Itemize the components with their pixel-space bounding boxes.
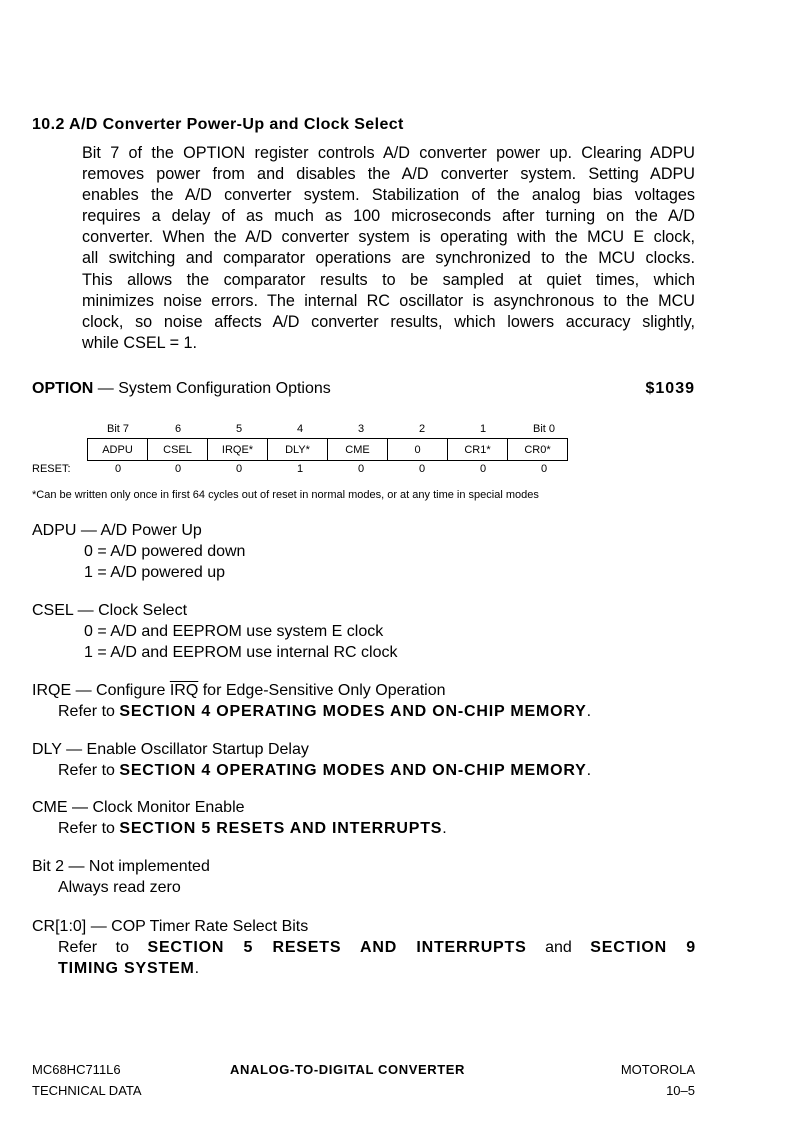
csel-value-0: 0 = A/D and EEPROM use system E clock bbox=[84, 623, 384, 640]
reset-value: 0 bbox=[235, 463, 243, 475]
bit-number: 3 bbox=[357, 423, 365, 435]
dly-reference bbox=[32, 760, 591, 781]
irqe-reference bbox=[32, 701, 591, 722]
bit-number: Bit 0 bbox=[532, 423, 555, 435]
irqe-ref-pre: Refer to bbox=[58, 703, 120, 720]
cme-description bbox=[32, 797, 447, 839]
bit-number: 2 bbox=[418, 423, 426, 435]
cme-reference bbox=[32, 818, 447, 839]
paragraph-line: converter. When the A/D converter system is operating with the MCU E clock, bbox=[82, 228, 695, 247]
dly-title: DLY — Enable Oscillator Startup Delay bbox=[32, 741, 309, 758]
reset-value: 0 bbox=[114, 463, 122, 475]
cr-ref-pre: Refer to bbox=[58, 939, 148, 956]
footer-doc-type: TECHNICAL DATA bbox=[32, 1083, 142, 1098]
reset-value: 0 bbox=[540, 463, 548, 475]
irqe-title-pre: IRQE — Configure bbox=[32, 682, 170, 699]
irqe-description bbox=[32, 680, 591, 722]
paragraph-line: This allows the comparator results to be sampled at quiet times, which bbox=[82, 270, 695, 289]
bit-cell-cr1: CR1* bbox=[448, 439, 508, 461]
irqe-title bbox=[32, 680, 591, 701]
bit-cell-dly: DLY* bbox=[268, 439, 328, 461]
adpu-title: ADPU — A/D Power Up bbox=[32, 522, 202, 539]
bit-cell-cme: CME bbox=[328, 439, 388, 461]
footer-brand: MOTOROLA bbox=[620, 1062, 695, 1077]
cr-ref-mid: and bbox=[526, 939, 591, 956]
reset-value: 0 bbox=[174, 463, 182, 475]
cme-ref-section: SECTION 5 RESETS AND INTERRUPTS bbox=[119, 820, 443, 837]
bit-number: 6 bbox=[174, 423, 182, 435]
footer-chapter-title: ANALOG-TO-DIGITAL CONVERTER bbox=[230, 1062, 466, 1077]
bit2-description bbox=[32, 856, 210, 898]
cr-ref-line-1 bbox=[58, 937, 696, 958]
section-paragraph bbox=[82, 143, 695, 354]
bit-number: 1 bbox=[479, 423, 487, 435]
dly-ref-post: . bbox=[586, 762, 592, 779]
irqe-ref-section: SECTION 4 OPERATING MODES AND ON-CHIP MEMORY bbox=[119, 703, 587, 720]
cme-title: CME — Clock Monitor Enable bbox=[32, 799, 245, 816]
adpu-value-1: 1 = A/D powered up bbox=[84, 564, 225, 581]
cr-ref-line-2 bbox=[58, 960, 199, 977]
adpu-description bbox=[32, 520, 245, 583]
paragraph-line: removes power from and disables the A/D converter system. Setting ADPU bbox=[82, 165, 695, 184]
register-name: OPTION bbox=[32, 380, 94, 397]
cr-ref-section-9: SECTION 9 bbox=[590, 939, 696, 956]
dly-description bbox=[32, 739, 591, 781]
adpu-value-0: 0 = A/D powered down bbox=[84, 543, 246, 560]
bit-cell-cr0: CR0* bbox=[508, 439, 568, 461]
bit-cell-csel: CSEL bbox=[148, 439, 208, 461]
cme-ref-post: . bbox=[442, 820, 447, 837]
dly-ref-pre: Refer to bbox=[58, 762, 120, 779]
csel-description bbox=[32, 600, 397, 663]
dly-ref-section: SECTION 4 OPERATING MODES AND ON-CHIP MEMORY bbox=[119, 762, 587, 779]
register-bit-table bbox=[87, 438, 568, 461]
paragraph-line: minimizes noise errors. The internal RC oscillator is asynchronous to the MCU bbox=[82, 291, 695, 310]
paragraph-line: enables the A/D converter system. Stabilization of the analog bias voltages bbox=[82, 186, 695, 205]
reset-value: 1 bbox=[296, 463, 304, 475]
register-title bbox=[32, 380, 331, 398]
cme-ref-pre: Refer to bbox=[58, 820, 120, 837]
paragraph-line: requires a delay of as much as 100 microseconds after turning on the A/D bbox=[82, 207, 695, 226]
footer-part-number: MC68HC711L6 bbox=[32, 1062, 121, 1077]
bit-cell-adpu: ADPU bbox=[88, 439, 148, 461]
paragraph-line: Bit 7 of the OPTION register controls A/D converter power up. Clearing ADPU bbox=[82, 144, 695, 162]
bit-number: 4 bbox=[296, 423, 304, 435]
csel-title: CSEL — Clock Select bbox=[32, 602, 188, 619]
register-description: System Configuration Options bbox=[118, 380, 331, 397]
register-footnote: *Can be written only once in first 64 cycles out of reset in normal modes, or at any time in special modes bbox=[32, 489, 539, 501]
paragraph-line: while CSEL = 1. bbox=[82, 333, 198, 352]
bit2-title: Bit 2 — Not implemented bbox=[32, 858, 210, 875]
bit-cell-bit2: 0 bbox=[388, 439, 448, 461]
csel-value-1: 1 = A/D and EEPROM use internal RC clock bbox=[84, 644, 398, 661]
section-title: 10.2 A/D Converter Power-Up and Clock Select bbox=[32, 116, 404, 133]
reset-label: RESET: bbox=[32, 463, 71, 475]
register-bit-row bbox=[88, 439, 568, 461]
bit-number: Bit 7 bbox=[106, 423, 129, 435]
bit-cell-irqe: IRQE* bbox=[208, 439, 268, 461]
bit2-line: Always read zero bbox=[58, 879, 181, 896]
reset-value: 0 bbox=[357, 463, 365, 475]
irq-overline-text: $\overline{IRQ}$ bbox=[169, 682, 199, 699]
cr-ref-timing-system: TIMING SYSTEM bbox=[58, 960, 195, 977]
register-dash: — bbox=[93, 380, 119, 397]
paragraph-line: clock, so noise affects A/D converter results, which lowers accuracy slightly, bbox=[82, 312, 695, 331]
irqe-title-post: for Edge-Sensitive Only Operation bbox=[198, 682, 446, 699]
bit-number: 5 bbox=[235, 423, 243, 435]
cr-ref-section-5: SECTION 5 RESETS AND INTERRUPTS bbox=[147, 939, 527, 956]
footer-page-number: 10–5 bbox=[666, 1083, 695, 1098]
reset-value: 0 bbox=[418, 463, 426, 475]
reset-value: 0 bbox=[479, 463, 487, 475]
paragraph-line: all switching and comparator operations are synchronized to the MCU clocks. bbox=[82, 249, 695, 268]
irqe-ref-post: . bbox=[586, 703, 592, 720]
register-address: $1039 bbox=[645, 380, 695, 397]
cr-reference bbox=[58, 937, 696, 979]
cr-title: CR[1:0] — COP Timer Rate Select Bits bbox=[32, 918, 309, 935]
cr-ref-post: . bbox=[194, 960, 200, 977]
